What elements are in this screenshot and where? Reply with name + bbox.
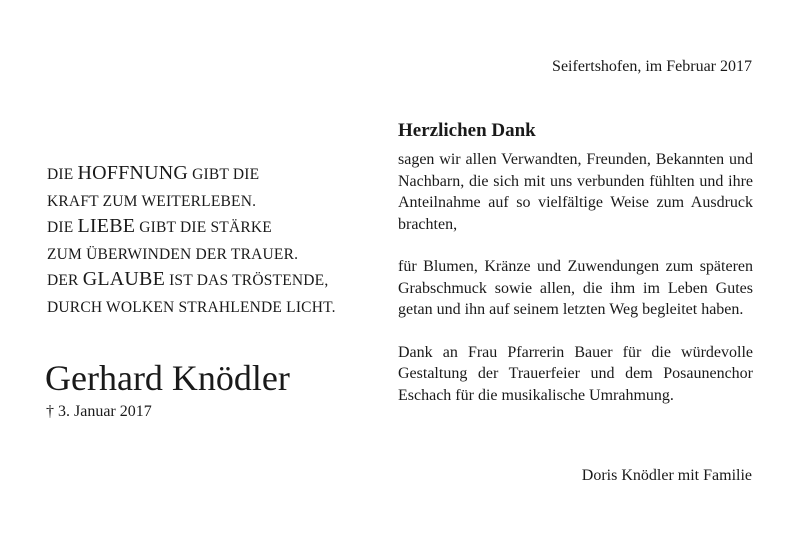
poem-text: DIE xyxy=(47,219,78,236)
poem-text: GIBT DIE xyxy=(188,166,260,183)
poem-text: DIE xyxy=(47,166,78,183)
poem-line xyxy=(47,213,387,240)
poem-text: IST DAS TRÖSTENDE, xyxy=(165,272,329,289)
death-date: † 3. Januar 2017 xyxy=(46,403,152,420)
poem-text: DURCH WOLKEN STRAHLENDE LICHT. xyxy=(47,298,336,316)
poem-line xyxy=(47,240,387,267)
poem-line xyxy=(47,160,387,187)
poem-emphasis: HOFFNUNG xyxy=(77,162,189,184)
poem-text: KRAFT ZUM WEITERLEBEN. xyxy=(47,192,257,210)
deceased-name: Gerhard Knödler xyxy=(45,358,290,398)
poem xyxy=(47,160,387,319)
poem-text: GIBT DIE STÄRKE xyxy=(135,219,272,236)
thanks-section xyxy=(398,119,753,406)
thanks-paragraph: sagen wir allen Verwandten, Freunden, Bekannten und Nachbarn, die sich mit uns verbunden fühlten und ihre Anteilnahme auf so vielfältige Weise zum Ausdruck brachten, xyxy=(398,151,753,233)
signature: Doris Knödler mit Familie xyxy=(581,467,752,484)
thanks-paragraph: für Blumen, Kränze und Zuwendungen zum späteren Grabschmuck sowie allen, die ihm im Leben Gutes getan und ihn auf seinem letzten Weg begleitet haben. xyxy=(398,258,753,318)
thanks-paragraph: Dank an Frau Pfarrerin Bauer für die würdevolle Gestaltung der Trauerfeier und dem Posaunenchor Eschach für die musikalische Umrahmung. xyxy=(398,343,753,404)
poem-line xyxy=(47,293,387,320)
poem-emphasis: GLAUBE xyxy=(82,268,165,290)
poem-text: ZUM ÜBERWINDEN DER TRAUER. xyxy=(47,245,299,263)
place-date: Seifertshofen, im Februar 2017 xyxy=(552,58,752,75)
thanks-heading: Herzlichen Dank xyxy=(398,120,536,141)
poem-emphasis: LIEBE xyxy=(77,215,136,237)
poem-line xyxy=(47,266,387,293)
poem-text: DER xyxy=(47,272,83,289)
poem-line xyxy=(47,187,387,214)
